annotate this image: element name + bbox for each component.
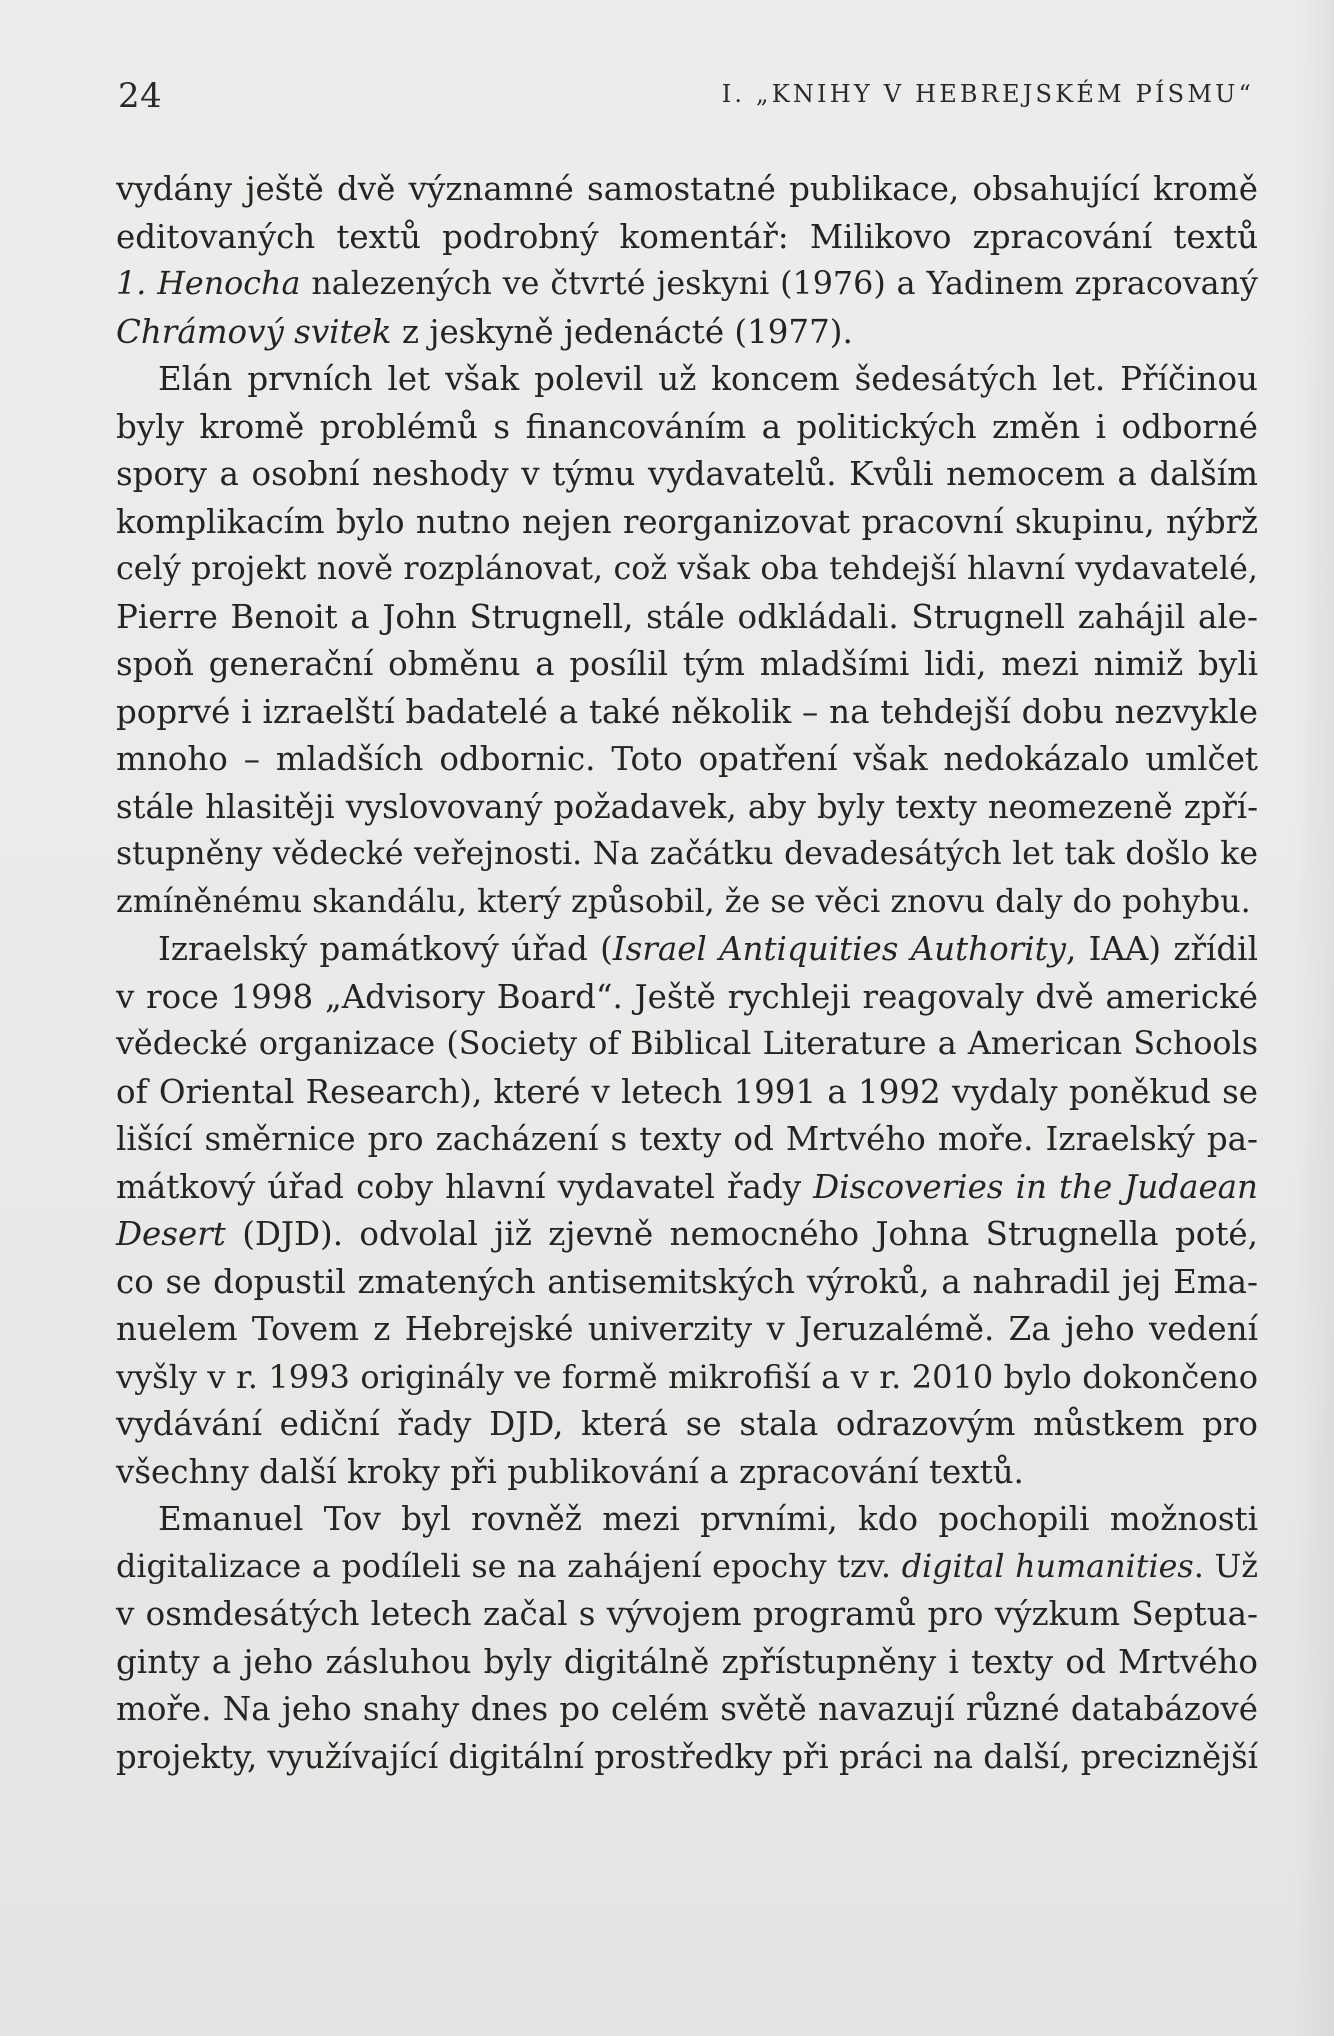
- text-line: [116, 879, 1258, 927]
- text-line: [116, 356, 1258, 404]
- line-segment: v roce 1998 „Advisory Board“. Ještě rychleji reagovaly dvě americké: [116, 977, 1258, 1016]
- line-segment: editovaných textů podrobný komentář: Milikovo zpracování textů: [116, 217, 1258, 256]
- line-segment: co se dopustil zmatených antisemitských výroků, a nahradil jej Ema-: [116, 1262, 1258, 1301]
- text-line: [116, 1734, 1258, 1782]
- text-line: [116, 926, 1258, 974]
- italic-title: 1. Henocha: [116, 266, 301, 302]
- page-number: 24: [118, 76, 163, 116]
- line-segment: , IAA) zřídil: [1066, 930, 1258, 968]
- line-segment: byly kromě problémů s financováním a politických změn i odborné: [116, 407, 1258, 446]
- italic-title: digital humanities: [901, 1548, 1194, 1585]
- text-line: [116, 166, 1258, 214]
- text-line: [116, 1306, 1258, 1354]
- text-line: [116, 736, 1258, 784]
- line-segment: digitalizace a podíleli se na zahájení epochy tzv.: [116, 1548, 902, 1585]
- line-segment: lišící směrnice pro zacházení s texty od Mrtvého moře. Izraelský pa-: [116, 1120, 1258, 1158]
- line-segment: Pierre Benoit a John Strugnell, stále odkládali. Strugnell zahájil ale-: [116, 597, 1258, 636]
- text-line: [116, 1496, 1258, 1544]
- text-line: [116, 1069, 1258, 1117]
- italic-title: Chrámový svitek: [116, 312, 392, 351]
- text-line: [116, 214, 1258, 262]
- line-segment: v osmdesátých letech začal s vývojem programů pro výzkum Septua-: [116, 1595, 1258, 1633]
- italic-title: Discoveries in the Judaean: [813, 1167, 1258, 1206]
- line-segment: celý projekt nově rozplánovat, což však oba tehdejší hlavní vydavatelé,: [116, 551, 1258, 587]
- line-segment: zmíněnému skandálu, který způsobil, že se věci znovu daly do pohybu.: [116, 883, 1251, 920]
- text-line: [116, 831, 1258, 879]
- line-segment: mátkový úřad coby hlavní vydavatel řady: [116, 1167, 814, 1206]
- text-line: [116, 1259, 1258, 1307]
- text-line: [116, 1686, 1258, 1734]
- line-segment: vydány ještě dvě významné samostatné publikace, obsahující kromě: [116, 170, 1258, 208]
- line-segment: of Oriental Research), které v letech 1991 a 1992 vydaly poněkud se: [116, 1072, 1258, 1111]
- text-line: [116, 1116, 1258, 1164]
- chapter-title: I. „KNIHY V HEBREJSKÉM PÍSMU“: [721, 80, 1254, 108]
- running-head: [118, 76, 1254, 120]
- text-line: [116, 1544, 1258, 1592]
- text-line: [116, 1354, 1258, 1402]
- text-line: [116, 404, 1258, 452]
- line-segment: (DJD). odvolal již zjevně nemocného Johna Strugnella poté,: [225, 1215, 1258, 1253]
- text-line: [116, 1639, 1258, 1687]
- text-line: [116, 451, 1258, 499]
- line-segment: poprvé i izraelští badatelé a také několik – na tehdejší dobu nezvykle: [116, 692, 1258, 731]
- text-line: [116, 499, 1258, 547]
- line-segment: vydávání ediční řady DJD, která se stala odrazovým můstkem pro: [116, 1405, 1258, 1443]
- text-line: [116, 1449, 1258, 1497]
- italic-title: Israel Antiquities Authority: [612, 930, 1067, 968]
- line-segment: komplikacím bylo nutno nejen reorganizovat pracovní skupinu, nýbrž: [116, 502, 1258, 541]
- line-segment: stupněny vědecké veřejnosti. Na začátku devadesátých let tak došlo ke: [116, 836, 1258, 872]
- italic-title: Desert: [116, 1215, 226, 1253]
- text-line: [116, 1211, 1258, 1259]
- line-segment: spoň generační obměnu a posílil tým mladšími lidi, mezi nimiž byli: [116, 645, 1258, 683]
- line-segment: . Už: [1193, 1548, 1258, 1585]
- text-line: [116, 641, 1258, 689]
- text-line: [116, 1591, 1258, 1639]
- line-segment: nuelem Tovem z Hebrejské univerzity v Jeruzalémě. Za jeho vedení: [116, 1310, 1258, 1348]
- line-segment: všechny další kroky při publikování a zpracování textů.: [116, 1452, 1024, 1491]
- line-segment: ginty a jeho zásluhou byly digitálně zpřístupněny i texty od Mrtvého: [116, 1642, 1258, 1681]
- text-line: [116, 974, 1258, 1022]
- line-segment: Izraelský památkový úřad (: [158, 930, 613, 968]
- text-line: [116, 784, 1258, 832]
- text-line: [116, 309, 1258, 357]
- line-segment: moře. Na jeho snahy dnes po celém světě navazují různé databázové: [116, 1690, 1258, 1728]
- text-line: [116, 1164, 1258, 1212]
- text-line: [116, 689, 1258, 737]
- body-text: [116, 166, 1258, 1781]
- line-segment: z jeskyně jedenácté (1977).: [391, 312, 853, 351]
- line-segment: nalezených ve čtvrté jeskyni (1976) a Yadinem zpracovaný: [300, 266, 1258, 302]
- line-segment: stále hlasitěji vyslovovaný požadavek, aby byly texty neomezeně zpří-: [116, 787, 1258, 826]
- text-line: [116, 1021, 1258, 1069]
- line-segment: vědecké organizace (Society of Biblical Literature a American Schools: [116, 1026, 1258, 1062]
- line-segment: Emanuel Tov byl rovněž mezi prvními, kdo pochopili možnosti: [158, 1500, 1258, 1538]
- text-line: [116, 594, 1258, 642]
- text-line: [116, 261, 1258, 309]
- text-line: [116, 1401, 1258, 1449]
- text-line: [116, 546, 1258, 594]
- line-segment: projekty, využívající digitální prostředky při práci na další, preciznější: [116, 1737, 1258, 1776]
- line-segment: mnoho – mladších odbornic. Toto opatření však nedokázalo umlčet: [116, 740, 1258, 778]
- line-segment: spory a osobní neshody v týmu vydavatelů. Kvůli nemocem a dalším: [116, 455, 1258, 493]
- line-segment: Elán prvních let však polevil už koncem šedesátých let. Příčinou: [158, 360, 1258, 398]
- line-segment: vyšly v r. 1993 originály ve formě mikrofiší a v r. 2010 bylo dokončeno: [116, 1357, 1258, 1396]
